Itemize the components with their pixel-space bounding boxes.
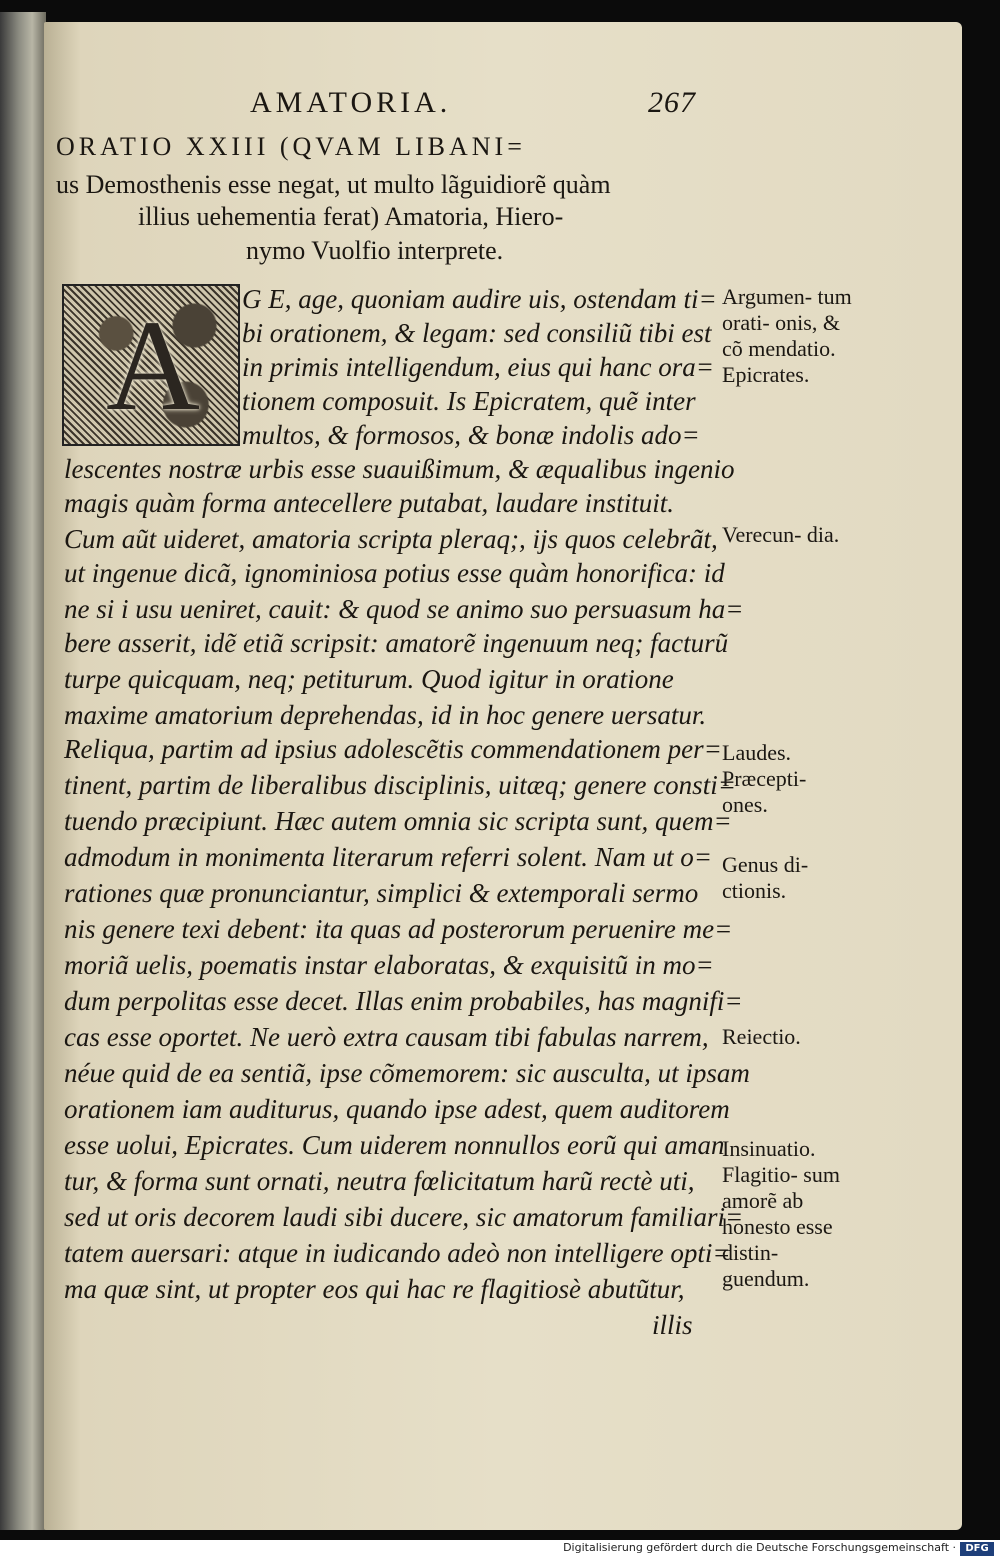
text-line: orationem iam auditurus, quando ipse adest, quem auditorem <box>64 1094 730 1124</box>
text-line: bi orationem, & legam: sed consiliũ tibi est <box>242 318 712 348</box>
text-line: esse uolui, Epicrates. Cum uiderem nonnullos eorũ qui aman <box>64 1130 725 1160</box>
title-line: ORATIO XXIII (QVAM LIBANI= <box>56 132 526 161</box>
footer-credit: Digitalisierung gefördert durch die Deutsche Forschungsgemeinschaft · <box>563 1541 956 1554</box>
title-line: us Demosthenis esse negat, ut multo lãguidiorẽ quàm <box>56 170 611 199</box>
text-line: sed ut oris decorem laudi sibi ducere, sic amatorum familiari= <box>64 1202 744 1232</box>
margin-note: Verecun- dia. <box>722 522 840 547</box>
running-title: AMATORIA. <box>250 86 452 119</box>
text-line: turpe quicquam, neq; petiturum. Quod igitur in oratione <box>64 664 674 694</box>
text-line: ma quæ sint, ut propter eos qui hac re flagitiosè abutũtur, <box>64 1274 685 1304</box>
margin-note: Laudes. Præcepti- ones. <box>722 740 807 817</box>
text-line: magis quàm forma antecellere putabat, laudare instituit. <box>64 488 674 518</box>
text-line: tionem composuit. Is Epicratem, quẽ inter <box>242 386 696 416</box>
text-line: cas esse oportet. Ne uerò extra causam tibi fabulas narrem, <box>64 1022 709 1052</box>
margin-note: Reiectio. <box>722 1024 801 1049</box>
text-line: tinent, partim de liberalibus disciplinis, uitæq; genere consti= <box>64 770 736 800</box>
title-line: illius uehementia ferat) Amatoria, Hiero- <box>138 202 564 231</box>
text-line: tuendo præcipiunt. Hæc autem omnia sic scripta sunt, quem= <box>64 806 732 836</box>
text-line: ut ingenue dicã, ignominiosa potius esse quàm honorifica: id <box>64 558 725 588</box>
book-page <box>44 22 962 1530</box>
text-line: lescentes nostræ urbis esse suauißimum, & æqualibus ingenio <box>64 454 735 484</box>
text-line: Cum aũt uideret, amatoria scripta pleraq;, ijs quos celebrãt, <box>64 524 718 554</box>
text-line: multos, & formosos, & bonæ indolis ado= <box>242 420 700 450</box>
text-line: moriã uelis, poematis instar elaboratas, & exquisitũ in mo= <box>64 950 714 980</box>
margin-note: Insinuatio. Flagitio- sum amorẽ ab honesto esse distin- guendum. <box>722 1136 840 1291</box>
text-line: tatem auersari: atque in iudicando adeò non intelligere opti= <box>64 1238 731 1268</box>
catchword: illis <box>652 1310 693 1340</box>
margin-note: Genus di- ctionis. <box>722 852 809 903</box>
text-line: bere asserit, idẽ etiã scripsit: amatorẽ ingenuum neq; facturũ <box>64 628 729 658</box>
text-line: G E, age, quoniam audire uis, ostendam ti= <box>242 284 717 314</box>
text-line: admodum in monimenta literarum referri solent. Nam ut o= <box>64 842 712 872</box>
text-line: ne si i usu ueniret, cauit: & quod se animo suo persuasum ha= <box>64 594 744 624</box>
text-line: maxime amatorium deprehendas, id in hoc genere uersatur. <box>64 700 707 730</box>
title-line: nymo Vuolfio interprete. <box>246 236 504 265</box>
initial-letter: A <box>106 294 200 438</box>
text-line: néue quid de ea sentiã, ipse cõmemorem: sic ausculta, ut ipsam <box>64 1058 750 1088</box>
text-line: rationes quæ pronunciantur, simplici & extemporali sermo <box>64 878 699 908</box>
text-line: tur, & forma sunt ornati, neutra fœlicitatum harũ rectè uti, <box>64 1166 695 1196</box>
dfg-logo: DFG <box>960 1542 994 1556</box>
page-number: 267 <box>648 86 696 119</box>
book-spine <box>0 12 46 1530</box>
margin-note: Argumen- tum orati- onis, & cõ mendatio. Epicrates. <box>722 284 852 387</box>
decorated-initial <box>62 284 240 446</box>
text-line: nis genere texi debent: ita quas ad posterorum peruenire me= <box>64 914 733 944</box>
text-line: in primis intelligendum, eius qui hanc ora= <box>242 352 714 382</box>
text-line: dum perpolitas esse decet. Illas enim probabiles, has magnifi= <box>64 986 743 1016</box>
text-line: Reliqua, partim ad ipsius adolescẽtis commendationem per= <box>64 734 722 764</box>
